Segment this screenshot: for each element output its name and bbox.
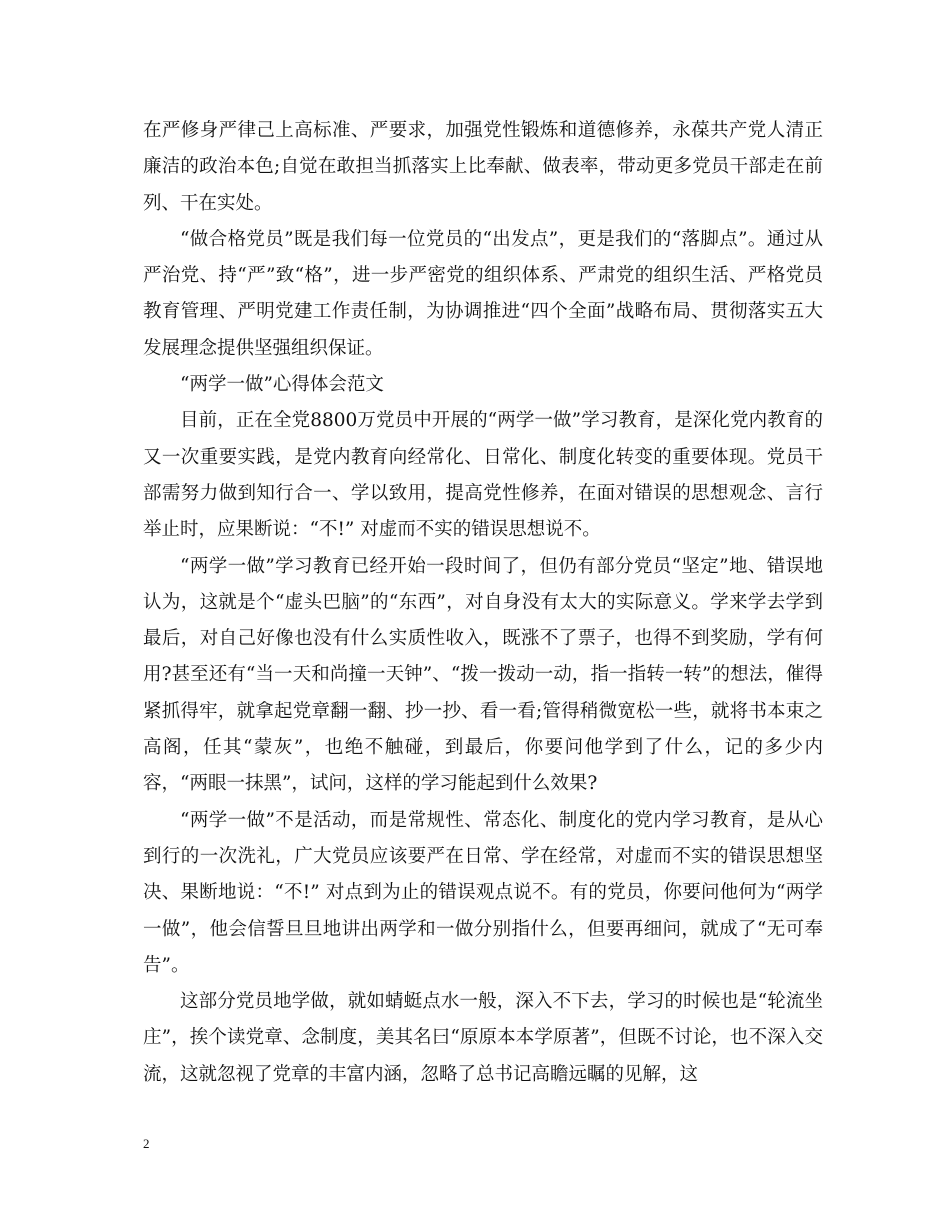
page-number: 2 [143,1136,150,1151]
paragraph-intro: 目前，正在全党8800万党员中开展的“两学一做”学习教育，是深化党内教育的又一次重要实践，是党内教育向经常化、日常化、制度化转变的重要体现。党员干部需努力做到知行合一、学以致用，提高党性修养，在面对错误的思想观念、言行举止时，应果断说：“不!” 对虚而不实的错误思想说不。 [143,410,823,541]
paragraph-regular-education: “两学一做”不是活动，而是常规性、常态化、制度化的党内学习教育，是从心到行的一次洗礼，广大党员应该要严在日常、学在经常，对虚而不实的错误思想坚决、果断地说：“不!” 对点到为止的错误观点说不。有的党员，你要问他何为“两学一做”，他会信誓旦旦地讲出两学和一做分别指什么，但要再细问，就成了“无可奉告”。 [143,809,823,976]
section-title: “两学一做”心得体会范文 [180,374,384,396]
paragraph-continued: 在严修身严律己上高标准、严要求，加强党性锻炼和道德修养，永葆共产党人清正廉洁的政治本色;自觉在敢担当抓落实上比奉献、做表率，带动更多党员干部走在前列、干在实处。 [143,120,823,214]
paragraph-dragonfly: 这部分党员地学做，就如蜻蜓点水一般，深入不下去，学习的时候也是“轮流坐庄”，挨个读党章、念制度，美其名曰“原原本本学原著”，但既不讨论，也不深入交流，这就忽视了党章的丰富内涵，忽略了总书记高瞻远瞩的见解，这 [143,991,823,1085]
document-body [143,113,823,1093]
paragraph-qualified-member: “做合格党员”既是我们每一位党员的“出发点”，更是我们的“落脚点”。通过从严治党、持“严”致“格”，进一步严密党的组织体系、严肃党的组织生活、严格党员教育管理、严明党建工作责任制，为协调推进“四个全面”战略布局、贯彻落实五大发展理念提供坚强组织保证。 [143,228,823,359]
paragraph-problem: “两学一做”学习教育已经开始一段时间了，但仍有部分党员“坚定”地、错误地认为，这就是个“虚头巴脑”的“东西”，对自身没有太大的实际意义。学来学去学到最后，对自己好像也没有什么实质性收入，既涨不了票子，也得不到奖励，学有何用?甚至还有“当一天和尚撞一天钟”、“拨一拨动一动，指一指转一转”的想法，催得紧抓得牢，就拿起党章翻一翻、抄一抄、看一看;管得稍微宽松一些，就将书本束之高阁，任其“蒙灰”，也绝不触碰，到最后，你要问他学到了什么，记的多少内容，“两眼一抹黑”，试问，这样的学习能起到什么效果? [143,555,823,795]
